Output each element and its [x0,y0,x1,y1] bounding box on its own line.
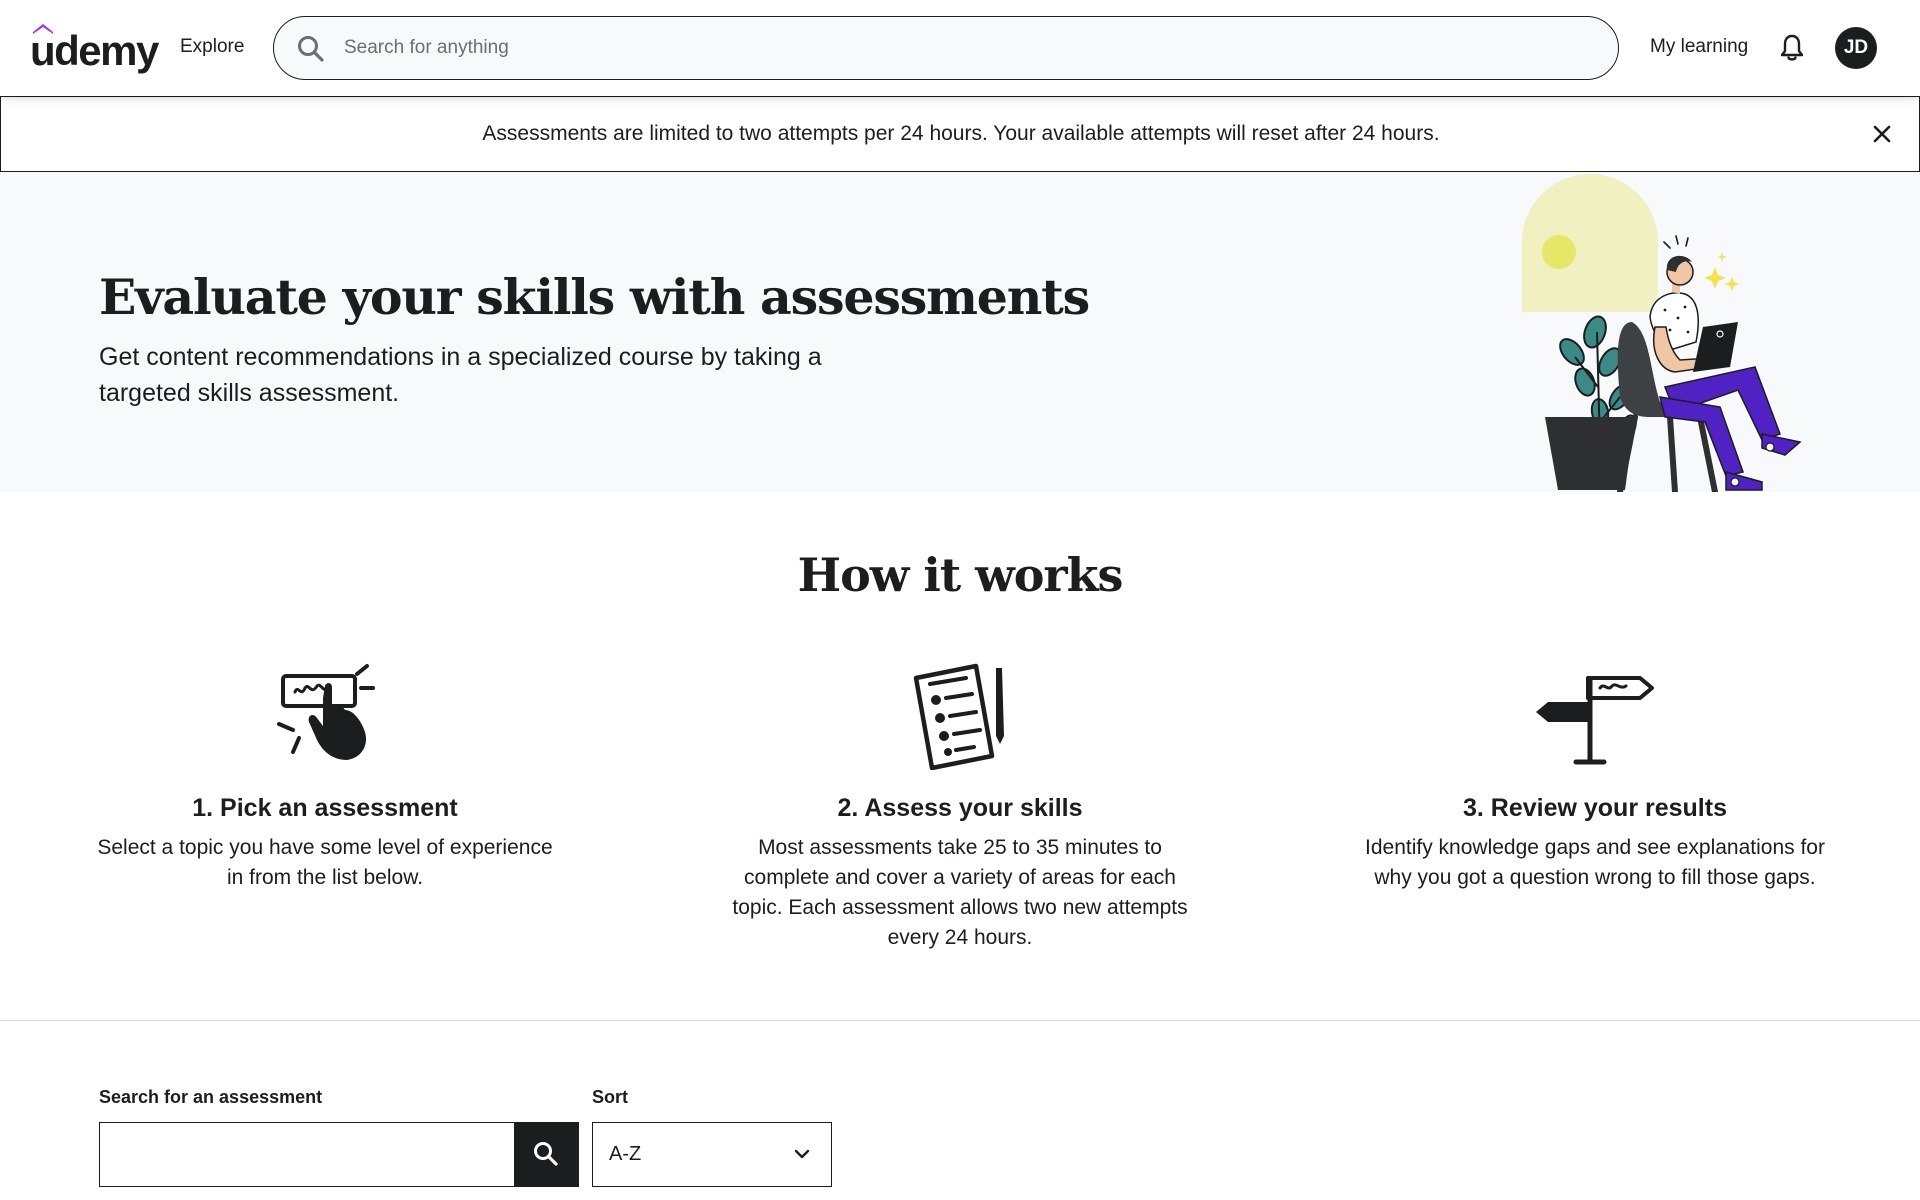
global-search [273,16,1619,80]
explore-link[interactable]: Explore [180,36,245,57]
step-title: 2. Assess your skills [837,794,1083,822]
assessment-search-input[interactable] [100,1123,515,1185]
step-review-results [1365,660,1825,893]
udemy-logo[interactable] [30,24,158,74]
sort-label: Sort [592,1087,628,1107]
banner-message: Assessments are limited to two attempts per 24 hours. Your available attempts will reset after 24 hours. [482,122,1440,145]
step-description: Select a topic you have some level of experience in from the list below. [97,836,553,889]
step-assess-skills [730,660,1190,953]
chevron-down-icon [793,1147,811,1161]
search-input[interactable] [344,17,1584,78]
logo-text: udemy [30,27,158,74]
sort-selected-value: A-Z [609,1143,642,1165]
search-icon[interactable] [294,32,328,66]
step-description: Identify knowledge gaps and see explanations for why you got a question wrong to fill those gaps. [1365,836,1825,889]
step-pick-assessment [95,660,555,893]
search-icon [531,1139,561,1169]
signpost-icon [1530,660,1660,770]
assessment-search-label: Search for an assessment [99,1087,323,1107]
close-icon[interactable] [1869,121,1895,147]
woman-with-laptop-illustration [1500,172,1830,492]
step-title: 3. Review your results [1462,794,1727,822]
section-divider [0,1020,1920,1021]
step-title: 1. Pick an assessment [192,794,458,822]
page-subtitle: Get content recommendations in a specialized course by taking a targeted skills assessment. [99,343,822,407]
top-nav [0,0,1920,96]
pointing-hand-icon [265,660,385,770]
assessment-search [99,1122,579,1187]
avatar[interactable]: JD [1835,27,1877,69]
hero-section [0,172,1920,492]
sort-select[interactable] [592,1122,832,1187]
how-it-works-title: How it works [797,548,1123,602]
assessment-search-button[interactable] [514,1122,579,1187]
attempts-alert-banner [0,96,1920,172]
bell-icon[interactable] [1777,33,1807,63]
my-learning-link[interactable]: My learning [1650,36,1749,57]
checklist-icon [900,660,1020,770]
page-title: Evaluate your skills with assessments [99,268,1089,326]
step-description: Most assessments take 25 to 35 minutes to complete and cover a variety of areas for each topic. Each assessment allows two new attempts every 24 hours. [732,836,1188,949]
